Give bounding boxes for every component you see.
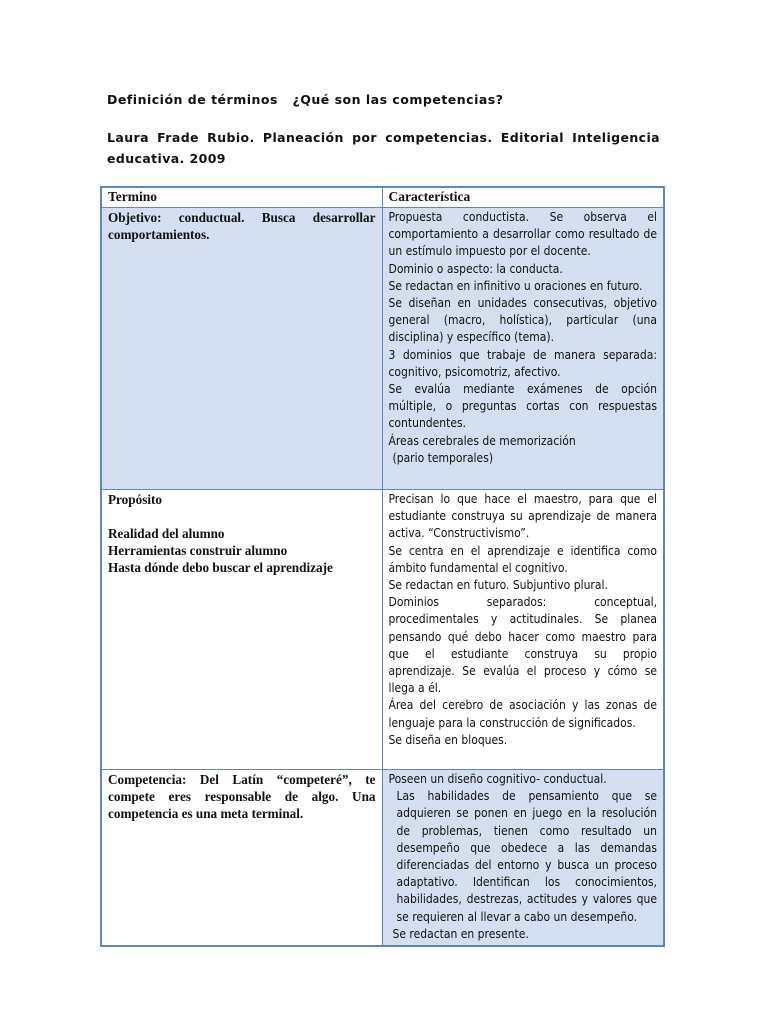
spacer — [108, 508, 376, 525]
table-row-proposito — [101, 490, 664, 770]
characteristic-item: Se redactan en futuro. Subjuntivo plural. — [388, 578, 608, 593]
characteristic-cell — [382, 490, 664, 770]
characteristic-item: Propuesta conductista. Se observa el comportamiento a desarrollar como resultado de un estímulo impuesto por el docente. — [388, 210, 657, 259]
characteristic-item: Áreas cerebrales de memorización — [388, 433, 576, 448]
table-header-row — [101, 187, 664, 208]
term-title: Propósito — [108, 492, 162, 507]
term-cell — [101, 770, 382, 947]
characteristic-item: Se diseñan en unidades consecutivas, objetivo general (macro, holística), particular (una disciplina) y específico (tema). — [388, 296, 657, 345]
characteristic-cell — [382, 770, 664, 947]
characteristic-item: Se redactan en infinitivo u oraciones en futuro. — [388, 278, 643, 293]
table-row-competencia — [101, 770, 664, 947]
characteristic-item: Dominios separados: conceptual, procedimentales y actitudinales. Se planea pensando qué debo hacer como maestro para que el estudiante construya su propio aprendizaje. Se evalúa el proceso y cómo se llega a él. — [388, 595, 657, 696]
term-cell — [101, 208, 382, 490]
column-header-characteristic: Característica — [382, 187, 664, 208]
term-text: Competencia: Del Latín “competeré”, te compete eres responsable de algo. Una competencia es una meta terminal. — [108, 772, 376, 821]
characteristic-item: 3 dominios que trabaje de manera separada: cognitivo, psicomotriz, afectivo. — [388, 347, 657, 379]
characteristic-item: Las habilidades de pensamiento que se adquieren se ponen en juego en la resolución de problemas, tienen como resultado un desempeño que obedece a las demandas diferenciadas del entorno y busca un proceso adaptativo. Identifican los conocimientos, habilidades, destrezas, actitudes y valores que se requieren al llevar a cabo un desempeño. — [396, 789, 657, 924]
term-line: Herramientas construir alumno — [108, 543, 288, 558]
characteristic-item: Área del cerebro de asociación y las zonas de lenguaje para la construcción de significados. — [388, 698, 657, 730]
characteristic-item: Se evalúa mediante exámenes de opción múltiple, o preguntas cortas con respuestas contundentes. — [388, 382, 657, 431]
characteristic-item: Poseen un diseño cognitivo- conductual. — [388, 772, 607, 786]
characteristic-item: Se redactan en presente. — [392, 926, 529, 941]
characteristic-item: Precisan lo que hace el maestro, para que el estudiante construya su aprendizaje de manera activa. “Constructivismo”. — [388, 492, 657, 541]
characteristic-item: Se centra en el aprendizaje e identifica como ámbito fundamental el cognitivo. — [388, 543, 657, 575]
characteristic-cell — [382, 208, 664, 490]
document-reference: Laura Frade Rubio. Planeación por competencias. Editorial Inteligencia educativa. 2009 — [107, 130, 660, 166]
characteristic-item: (pario temporales) — [392, 450, 494, 465]
table-row-objetivo — [101, 208, 664, 490]
term-text: Objetivo: conductual. Busca desarrollar comportamientos. — [108, 210, 376, 242]
document-title: Definición de términos ¿Qué son las competencias? — [107, 92, 504, 107]
term-line: Hasta dónde debo buscar el aprendizaje — [108, 560, 333, 575]
term-cell — [101, 490, 382, 770]
term-line: Realidad del alumno — [108, 526, 225, 541]
column-header-term: Termino — [101, 187, 382, 208]
characteristic-item: Se diseña en bloques. — [388, 732, 508, 747]
characteristic-item: Dominio o aspecto: la conducta. — [388, 261, 563, 276]
terms-table — [100, 186, 665, 947]
